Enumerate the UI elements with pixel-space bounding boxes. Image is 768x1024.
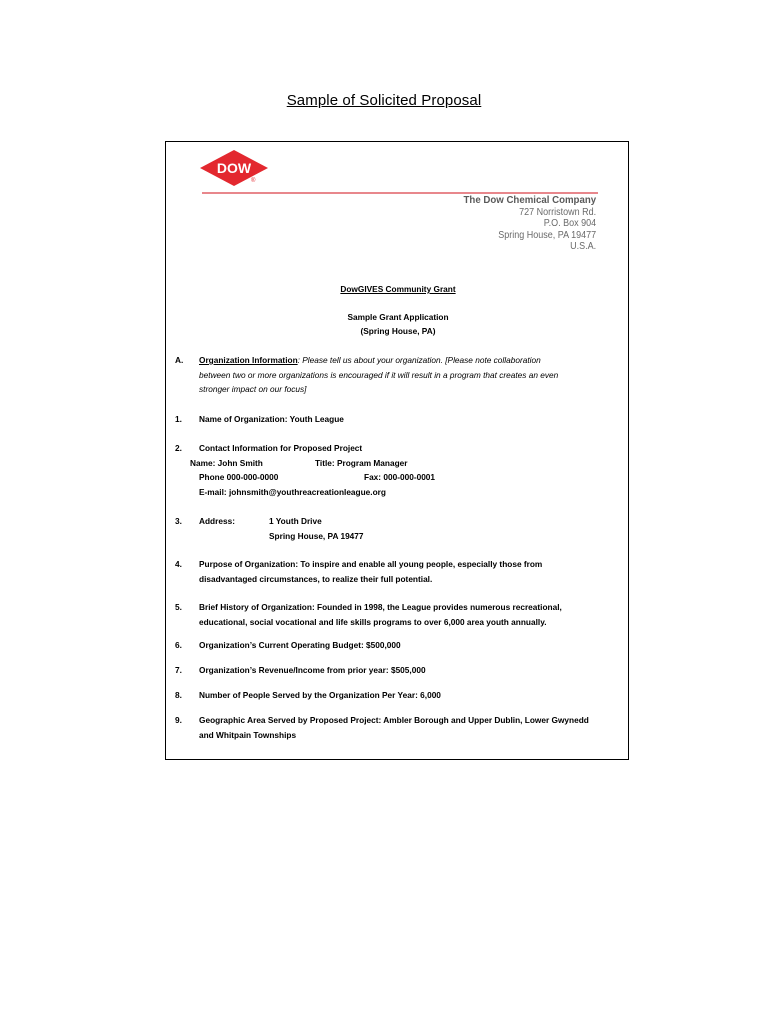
item-text: and Whitpain Townships: [199, 729, 297, 740]
list-item: [175, 600, 615, 630]
item-text: Organization’s Revenue/Income from prior year: $505,000: [199, 665, 426, 675]
item-number: 5.: [175, 602, 182, 612]
section-a-text: between two or more organizations is encouraged if it will result in a program that creates an even: [199, 369, 559, 380]
item-text: Purpose of Organization: To inspire and enable all young people, especially those from: [199, 559, 543, 569]
item-number: 7.: [175, 665, 182, 675]
grant-title: DowGIVES Community Grant: [340, 284, 456, 294]
item-text: Name of Organization: Youth League: [199, 414, 344, 424]
contact-name: Name: John Smith: [190, 457, 263, 468]
application-title: Sample Grant Application: [347, 312, 449, 322]
list-item: [175, 688, 615, 704]
list-item: [175, 713, 615, 743]
svg-text:DOW: DOW: [216, 160, 252, 176]
item-text: Organization’s Current Operating Budget: $500,000: [199, 640, 401, 650]
list-item: [175, 663, 615, 679]
address-label: Address:: [199, 516, 235, 526]
section-letter: A.: [175, 355, 184, 365]
contact-email: E-mail: johnsmith@youthreacreationleague.org: [199, 486, 386, 497]
section-a-label: Organization Information: [199, 355, 298, 365]
svg-text:®: ®: [251, 178, 256, 184]
item-number: 9.: [175, 715, 182, 725]
item-number: 6.: [175, 640, 182, 650]
item-number: 3.: [175, 516, 182, 526]
item-text: Geographic Area Served by Proposed Project: Ambler Borough and Upper Dublin, Lower Gwynedd: [199, 715, 589, 725]
list-item: [175, 412, 615, 428]
item-number: 1.: [175, 414, 182, 424]
contact-title: Title: Program Manager: [315, 457, 408, 468]
item-number: 4.: [175, 559, 182, 569]
list-item: [175, 441, 615, 503]
section-a-text: : Please tell us about your organization. [Please note collaboration: [297, 355, 541, 365]
document-frame: [165, 141, 629, 760]
section-a-text: stronger impact on our focus]: [199, 384, 307, 395]
item-text: educational, social vocational and life skills programs to over 6,000 area youth annually.: [199, 616, 547, 627]
item-number: 2.: [175, 443, 182, 453]
company-address-block: [452, 195, 596, 253]
company-name: The Dow Chemical Company: [463, 194, 596, 206]
address-line: U.S.A.: [569, 241, 596, 252]
application-location: (Spring House, PA): [360, 326, 436, 336]
org-address-line: 1 Youth Drive: [269, 516, 322, 526]
contact-phone: Phone 000-000-0000: [199, 472, 279, 483]
item-heading: Contact Information for Proposed Project: [199, 443, 363, 453]
contact-fax: Fax: 000-000-0001: [364, 472, 436, 483]
address-line: P.O. Box 904: [543, 218, 596, 229]
section-a: [175, 353, 615, 399]
item-text: disadvantaged circumstances, to realize their full potential.: [199, 573, 433, 584]
list-item: [175, 638, 615, 654]
item-text: Number of People Served by the Organization Per Year: 6,000: [199, 690, 441, 700]
address-line: 727 Norristown Rd.: [518, 206, 596, 218]
address-line: Spring House, PA 19477: [498, 229, 596, 241]
item-number: 8.: [175, 690, 182, 700]
dow-logo-icon: [199, 149, 269, 187]
list-item: [175, 514, 615, 544]
item-text: Brief History of Organization: Founded in 1998, the League provides numerous recreational,: [199, 602, 562, 612]
page-title: Sample of Solicited Proposal: [286, 92, 482, 109]
list-item: [175, 557, 615, 587]
org-address-line: Spring House, PA 19477: [269, 530, 364, 541]
